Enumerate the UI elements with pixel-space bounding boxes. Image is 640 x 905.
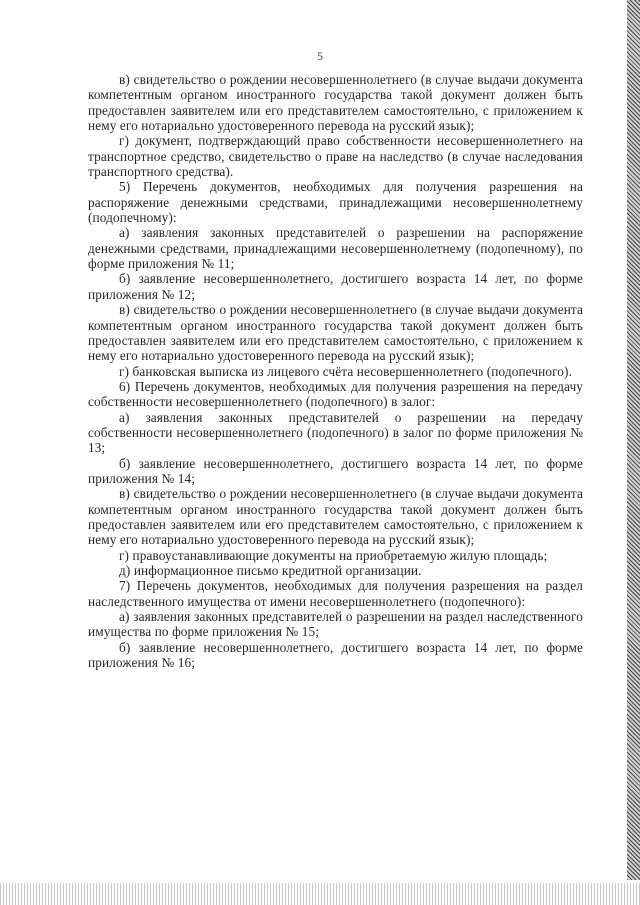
document-body bbox=[88, 72, 583, 670]
paragraph: б) заявление несовершеннолетнего, достигшего возраста 14 лет, по форме приложения № 14; bbox=[88, 455, 583, 486]
paragraph: 5) Перечень документов, необходимых для получения разрешения на распоряжение денежными средствами, принадлежащими несовершеннолетнему (подопечному): bbox=[88, 179, 583, 226]
page-number: 5 bbox=[317, 49, 323, 63]
paragraph: г) банковская выписка из лицевого счёта несовершеннолетнего (подопечного). bbox=[119, 363, 573, 379]
paragraph: а) заявления законных представителей о разрешении на передачу собственности несовершеннолетнего (подопечного) в залог по форме приложения № 13; bbox=[88, 409, 583, 456]
paragraph: г) правоустанавливающие документы на приобретаемую жилую площадь; bbox=[119, 547, 548, 563]
paragraph: г) документ, подтверждающий право собственности несовершеннолетнего на транспортное средство, свидетельство о праве на наследство (в случае наследования транспортного средства). bbox=[88, 133, 583, 180]
scan-edge-artifact bbox=[627, 0, 640, 880]
paragraph: 6) Перечень документов, необходимых для получения разрешения на передачу собственности несовершеннолетнего (подопечного) в залог: bbox=[88, 378, 583, 410]
paragraph: 7) Перечень документов, необходимых для получения разрешения на раздел наследственного имущества от имени несовершеннолетнего (подопечного): bbox=[88, 578, 583, 609]
scan-bottom-artifact bbox=[0, 883, 640, 905]
paragraph: в) свидетельство о рождении несовершеннолетнего (в случае выдачи документа компетентным органом иностранного государства такой документ должен быть предоставлен заявителем или его представителем самостоятельно, с приложением к нему его нотариально удостоверенного перевода на русский язык); bbox=[88, 72, 583, 134]
paragraph: а) заявления законных представителей о разрешении на раздел наследственного имущества по форме приложения № 15; bbox=[88, 609, 583, 640]
paragraph: а) заявления законных представителей о разрешении на распоряжение денежными средствами, принадлежащими несовершеннолетнему (подопечному), по форме приложения № 11; bbox=[88, 225, 583, 272]
paragraph: б) заявление несовершеннолетнего, достигшего возраста 14 лет, по форме приложения № 16; bbox=[88, 639, 583, 671]
paragraph: б) заявление несовершеннолетнего, достигшего возраста 14 лет, по форме приложения № 12; bbox=[88, 271, 583, 302]
paragraph: д) информационное письмо кредитной организации. bbox=[119, 563, 422, 578]
paragraph: в) свидетельство о рождении несовершеннолетнего (в случае выдачи документа компетентным органом иностранного государства такой документ должен быть предоставлен заявителем или его представителем самостоятельно, с приложением к нему его нотариально удостоверенного перевода на русский язык); bbox=[88, 486, 583, 548]
paragraph: в) свидетельство о рождении несовершеннолетнего (в случае выдачи документа компетентным органом иностранного государства такой документ должен быть предоставлен заявителем или его представителем самостоятельно, с приложением к нему его нотариально удостоверенного перевода на русский язык); bbox=[88, 302, 583, 364]
